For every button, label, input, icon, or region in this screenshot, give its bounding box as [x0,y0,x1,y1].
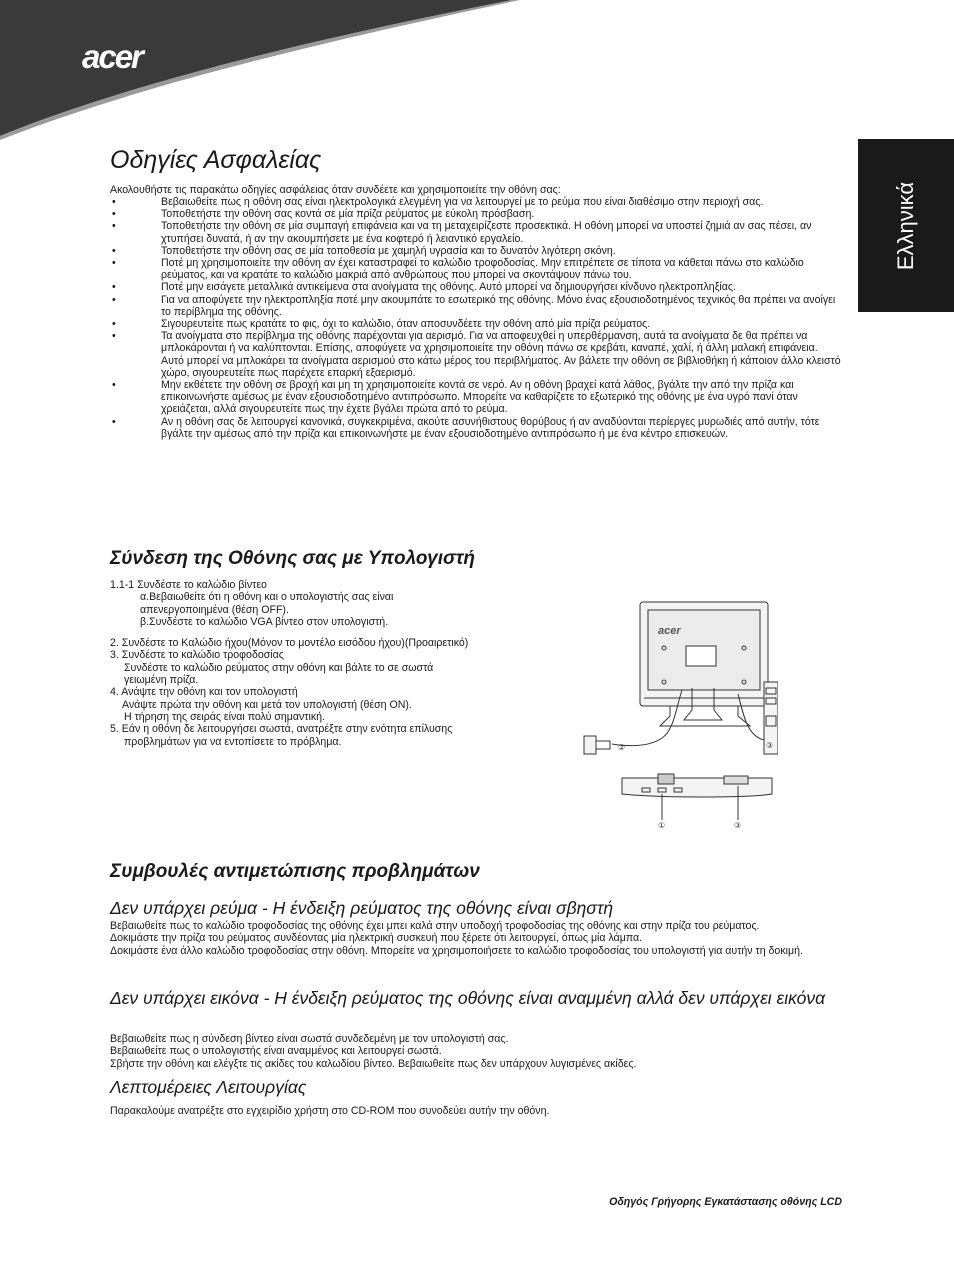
no-image-line: Βεβαιωθείτε πως η σύνδεση βίντεο είναι σωστά συνδεδεμένη με τον υπολογιστή σας. [110,1033,509,1045]
step-line: προβλημάτων για να εντοπίσετε το πρόβλημα. [124,735,342,748]
step-line: 4. Ανάψτε την οθόνη και τον υπολογιστή [110,686,298,699]
callout-2: ② [618,743,626,752]
step-line: 1.1-1 Συνδέστε το καλώδιο βίντεο [110,579,267,591]
safety-item: • Για να αποφύγετε την ηλεκτροπληξία ποτέ μην ακουμπάτε το εσωτερικό της οθόνης. Μόνο ένας εξουσιοδοτημένος τεχνικός θα πρέπει να ανοίγει το περίβλημα της οθόνης. [110,294,842,318]
language-tab [858,139,954,312]
wall-outlet [584,736,596,754]
monitor-logo: acer [658,625,681,637]
step-line: 2. Συνδέστε το Καλώδιο ήχου(Μόνον το μοντέλο εισόδου ήχου)(Προαιρετικό) [110,637,469,650]
safety-item: • Σιγουρευτείτε πως κρατάτε το φις, όχι το καλώδιο, όταν αποσυνδέετε την οθόνη από μία πρίζα ρεύματος. [110,318,842,330]
language-tab-label: Ελληνικά [893,181,918,270]
safety-intro: Ακολουθήστε τις παρακάτω οδηγίες ασφάλειας όταν συνδέετε και χρησιμοποιείτε την οθόνη σας: [110,184,561,196]
safety-list [110,196,842,440]
no-power-line: Δοκιμάστε την πρίζα του ρεύματος συνδέοντας μία ηλεκτρική συσκευή που ξέρετε ότι λειτουργεί, όπως μία λάμπα. [110,932,643,945]
acer-logo: acer [82,38,142,75]
step-line: Η τήρηση της σειράς είναι πολύ σημαντική. [124,710,325,723]
step-line: γειωμένη πρίζα. [124,674,199,687]
safety-item: • Τοποθετήστε την οθόνη σας κοντά σε μία πρίζα ρεύματος με εύκολη πρόσβαση. [110,208,842,220]
no-power-line: Δοκιμάστε ένα άλλο καλώδιο τροφοδοσίας στην οθόνη. Μπορείτε να χρησιμοποιήσετε το καλώδιο τροφοδοσίας του υπολογιστή για αυτήν τη δοκιμή. [110,944,803,957]
connect-steps [110,579,550,748]
step-line: Συνδέστε το καλώδιο ρεύματος στην οθόνη και βάλτε το σε σωστά [124,661,434,674]
callout-3-bottom: ③ [734,821,742,830]
details-title: Λεπτομέρειες Λειτουργίας [110,1077,307,1097]
connect-title: Σύνδεση της Οθόνης σας με Υπολογιστή [110,548,475,569]
no-power-text [110,920,845,957]
step-line: β.Συνδέστε το καλώδιο VGA βίντεο στον υπολογιστή. [140,615,389,628]
step-line: 3. Συνδέστε το καλώδιο τροφοδοσίας [110,649,284,662]
step-line: α.Βεβαιωθείτε ότι η οθόνη και ο υπολογιστής σας είναι [140,591,394,604]
callout-1: ① [658,821,666,830]
footer-title: Οδηγός Γρήγορης Εγκατάστασης οθόνης LCD [609,1196,842,1208]
no-image-title: Δεν υπάρχει εικόνα - Η ένδειξη ρεύματος της οθόνης είναι αναμμένη αλλά δεν υπάρχει εικόνα [110,988,826,1008]
safety-title: Οδηγίες Ασφαλείας [110,146,322,174]
no-power-line: Βεβαιωθείτε πως το καλώδιο τροφοδοσίας της οθόνης έχει μπει καλά στην υποδοχή τροφοδοσίας της οθόνης και στην πρίζα του ρεύματος. [110,920,760,932]
safety-item: • Μην εκθέτετε την οθόνη σε βροχή και μη τη χρησιμοποιείτε κοντά σε νερό. Αν η οθόνη βραχεί κατά λάθος, βγάλτε την από την πρίζα και επικοινωνήστε αμέσως με έναν εξουσιοδοτημένο αντιπρόσωπο. Μπορείτε να καθαρίζετε το εξωτερικό της οθόνης με ένα υγρό πανί όταν χρειάζεται, αλλά σιγουρευτείτε πως την έχετε βγάλει πρώτα από το ρεύμα. [110,379,842,416]
callout-3: ③ [766,741,774,750]
connection-diagram [578,598,778,830]
step-line: απενεργοποιημένα (θέση OFF). [140,603,289,616]
header-swoosh [0,0,954,140]
safety-item: • Τοποθετήστε την οθόνη σας σε μία τοποθεσία με χαμηλή υγρασία και το δυνατόν λιγότερη σκόνη. [110,245,842,257]
no-image-line: Βεβαιωθείτε πως ο υπολογιστής είναι αναμμένος και λειτουργεί σωστά. [110,1045,442,1058]
safety-item: • Ποτέ μη χρησιμοποιείτε την οθόνη αν έχει καταστραφεί το καλώδιο τροφοδοσίας. Μην επιτρέπετε σε τίποτα να κάθεται πάνω στο καλώδιο ρεύματος, και να κρατάτε το καλώδιο μακριά από ανθρώπους που μπορεί να σκοντάψουν πάνω του. [110,257,842,281]
safety-item: • Βεβαιωθείτε πως η οθόνη σας είναι ηλεκτρολογικά ελεγμένη για να λειτουργεί με το ρεύμα που είναι διαθέσιμο στην περιοχή σας. [110,196,842,208]
no-image-line: Σβήστε την οθόνη και ελέγξτε τις ακίδες του καλωδίου βίντεο. Βεβαιωθείτε πως δεν υπάρχουν λυγισμένες ακίδες. [110,1057,637,1070]
step-line: 5. Εάν η οθόνη δε λειτουργήσει σωστά, ανατρέξτε στην ενότητα επίλυσης [110,723,453,736]
details-text: Παρακαλούμε ανατρέξτε στο εγχειρίδιο χρήστη στο CD-ROM που συνοδεύει αυτήν την οθόνη. [110,1105,550,1117]
no-image-text [110,1033,845,1070]
safety-item: • Τα ανοίγματα στο περίβλημα της οθόνης παρέχονται για αερισμό. Για να αποφευχθεί η υπερθέρμανση, αυτά τα ανοίγματα δε θα πρέπει να μπλοκάρονται ή να καλύπτονται. Επίσης, αποφύγετε να χρησιμοποιείτε την οθόνη πάνω σε κρεβάτι, καναπέ, χαλί, ή άλλη μαλακή επιφάνεια. Αυτό μπορεί να μπλοκάρει τα ανοίγματα αερισμού στο κάτω μέρος του περιβλήματος. Αν βάλετε την οθόνη σε βιβλιοθήκη ή κάποιον άλλο κλειστό χώρο, σιγουρευτείτε πως παρέχετε επαρκή εξαερισμό. [110,330,842,379]
safety-item: • Ποτέ μην εισάγετε μεταλλικά αντικείμενα στα ανοίγματα της οθόνης. Αυτό μπορεί να δημιουργήσει κίνδυνο ηλεκτροπληξίας. [110,281,842,293]
no-power-title: Δεν υπάρχει ρεύμα - Η ένδειξη ρεύματος της οθόνης είναι σβηστή [110,898,614,918]
safety-item: • Αν η οθόνη σας δε λειτουργεί κανονικά, συγκεκριμένα, ακούτε ασυνήθιστους θορύβους ή αν αναδύονται περίεργες μυρωδιές από αυτήν, τότε βγάλτε την αμέσως από την πρίζα και επικοινωνήστε με έναν εξουσιοδοτημένο αντιπρόσωπο ή με ένα κέντρο επισκευών. [110,416,842,440]
troubleshooting-title: Συμβουλές αντιμετώπισης προβλημάτων [110,861,480,882]
safety-item: • Τοποθετήστε την οθόνη σε μία συμπαγή επιφάνεια και να τη μεταχειρίζεστε προσεκτικά. Η οθόνη μπορεί να υποστεί ζημιά αν σας πέσει, αν χτυπήσει δυνατά, ή αν την ακουμπήσετε με ένα κοφτερό ή λειαντικό εργαλείο. [110,220,842,244]
step-line: Ανάψτε πρώτα την οθόνη και μετά τον υπολογιστή (θέση ON). [122,698,412,711]
